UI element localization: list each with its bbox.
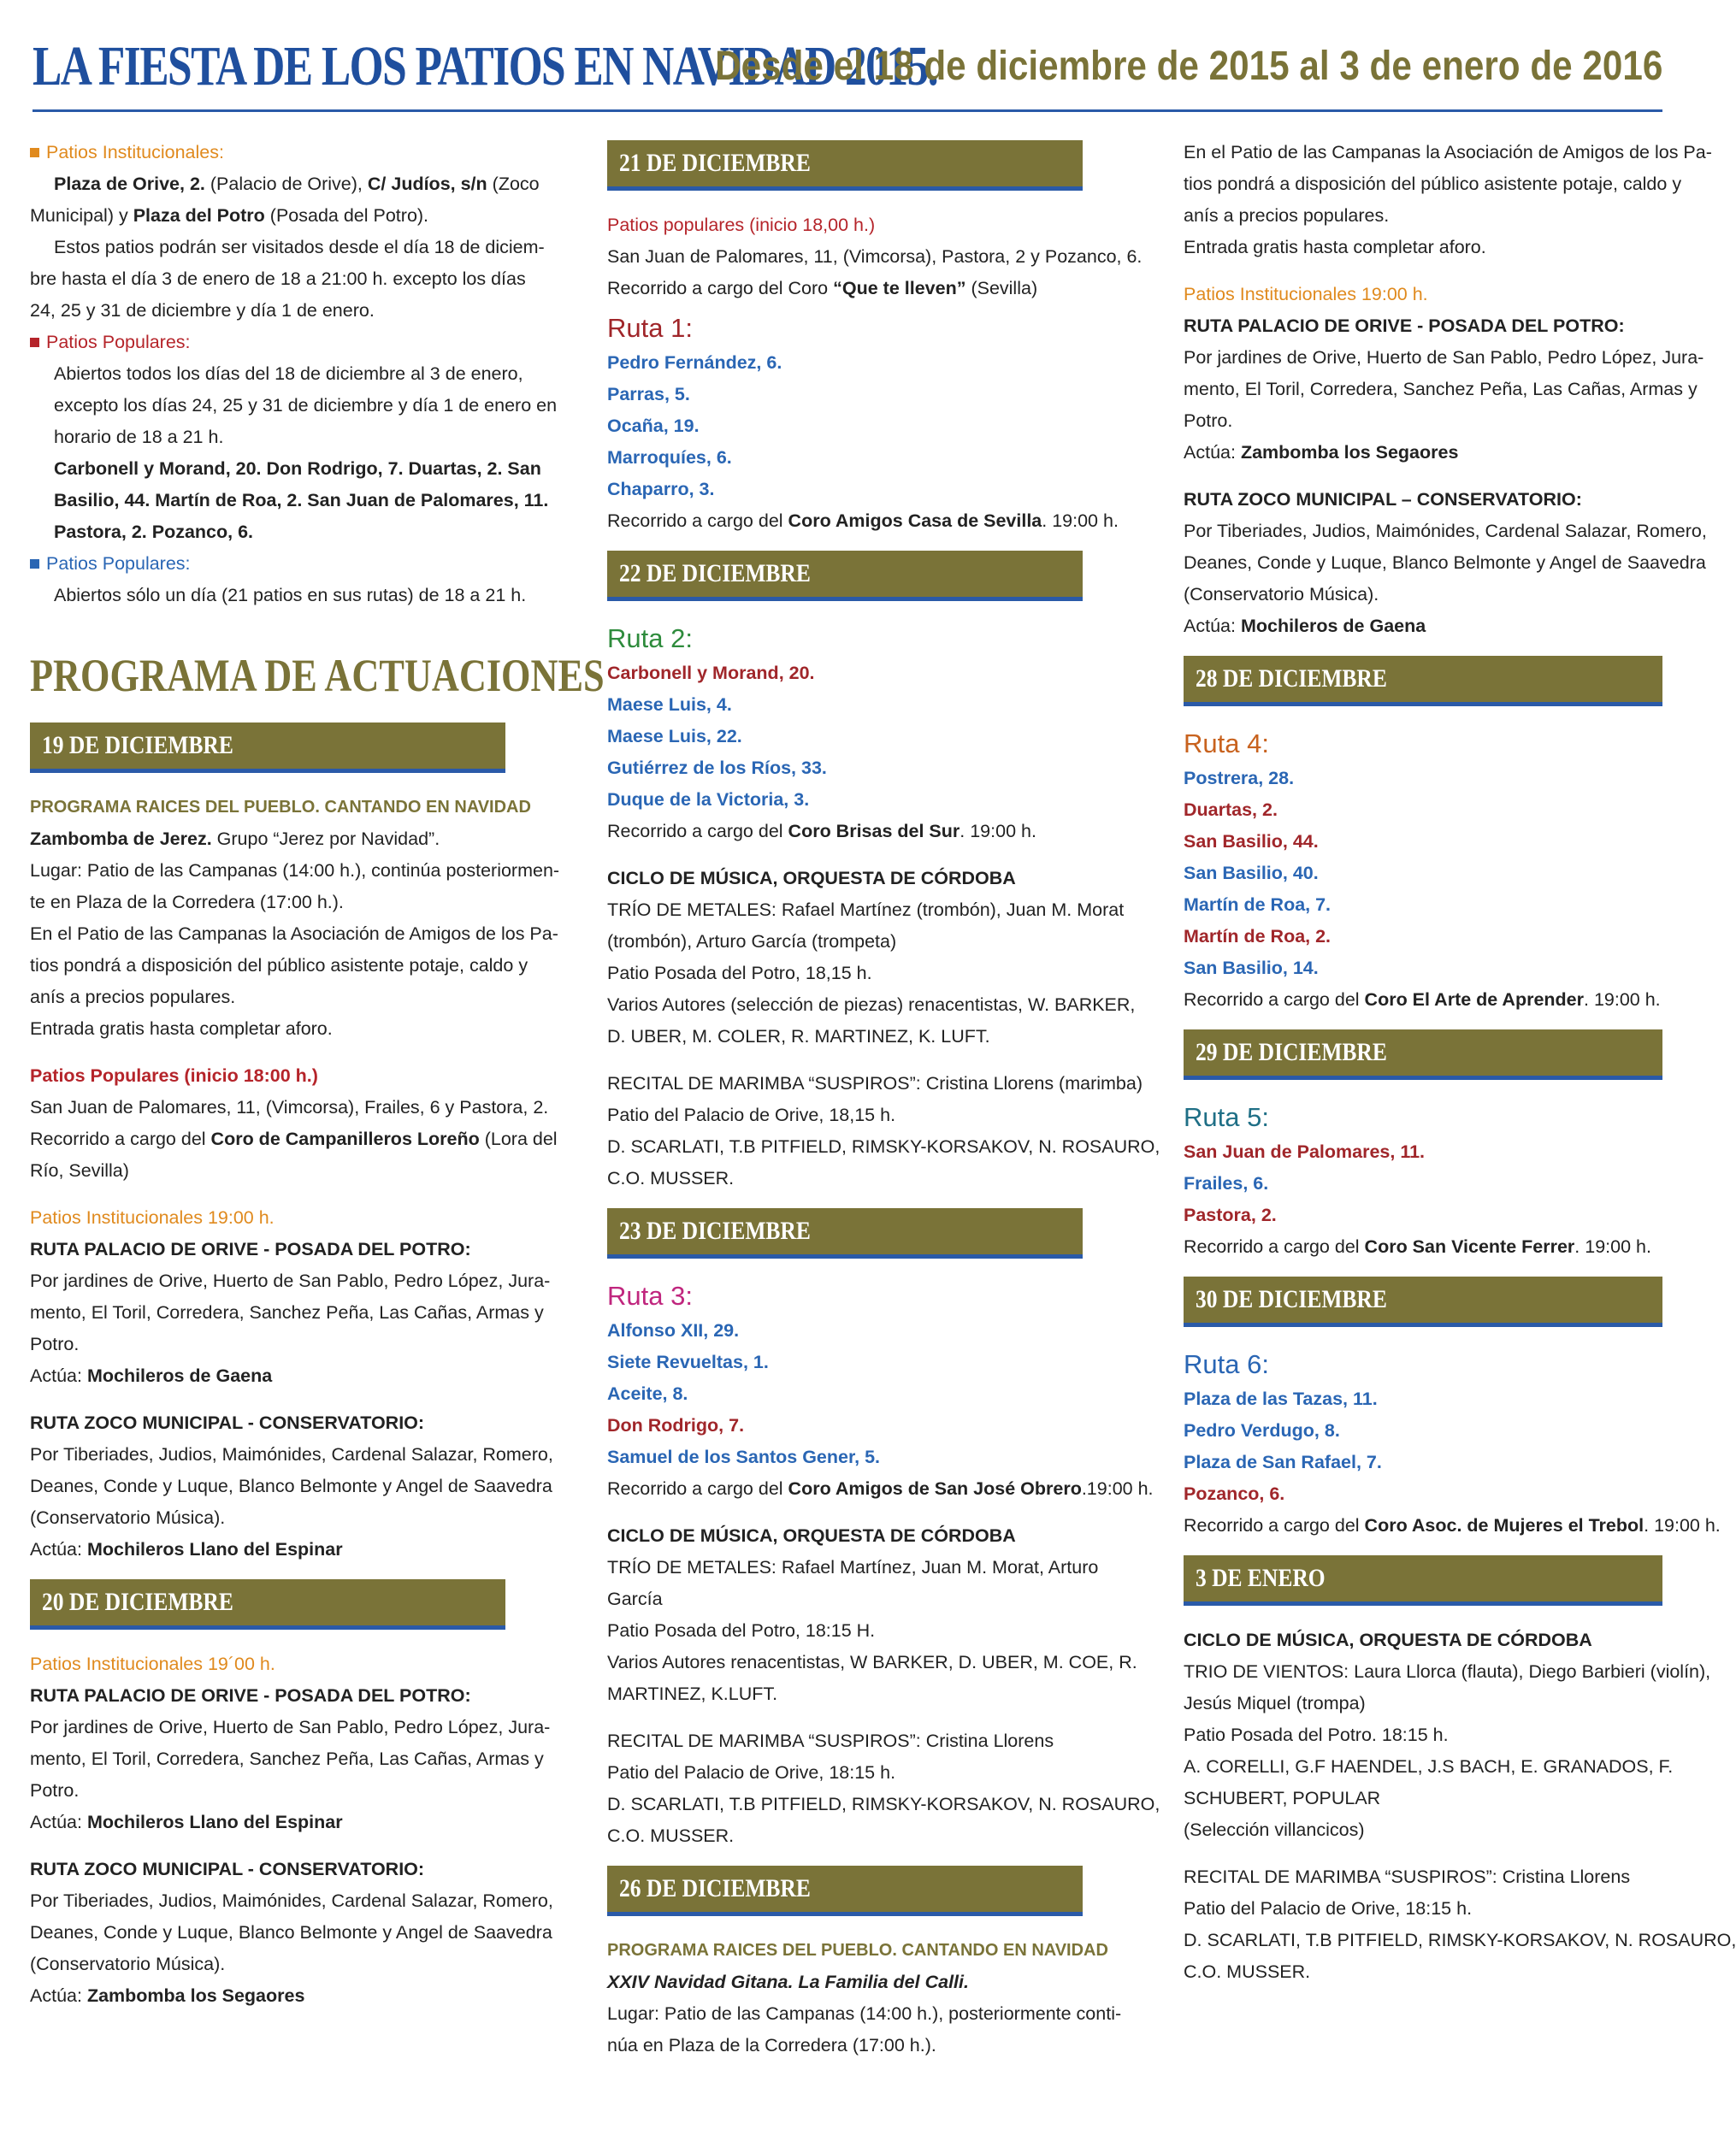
text-line: Patio Posada del Potro, 18:15 H.: [607, 1620, 876, 1641]
text-line: Potro.: [30, 1334, 80, 1354]
day-header-22-dec: 22 DE DICIEMBRE: [607, 551, 1083, 601]
patio-stop: Carbonell y Morand, 20.: [607, 663, 815, 683]
text-line: Patio del Palacio de Orive, 18,15 h.: [607, 1105, 896, 1125]
performer-line: Actúa: Zambomba los Segaores: [1184, 442, 1459, 463]
text-line: Por Tiberiades, Judios, Maimónides, Cardenal Salazar, Romero,: [1184, 521, 1707, 541]
performer-line: Actúa: Mochileros de Gaena: [1184, 616, 1426, 636]
patio-stop: Gutiérrez de los Ríos, 33.: [607, 758, 827, 778]
text-line: Recorrido a cargo del Coro de Campanilleros Loreño (Lora del: [30, 1129, 558, 1149]
text-line: TRIO DE VIENTOS: Laura Llorca (flauta), Diego Barbieri (violín),: [1184, 1661, 1711, 1682]
day-header-28-dec: 28 DE DICIEMBRE: [1184, 656, 1662, 706]
route-title: RUTA ZOCO MUNICIPAL - CONSERVATORIO:: [30, 1859, 425, 1879]
patio-stop: San Juan de Palomares, 11.: [1184, 1141, 1426, 1162]
choir-line: Recorrido a cargo del Coro Asoc. de Mujeres el Trebol. 19:00 h.: [1184, 1515, 1721, 1536]
route-title: RUTA ZOCO MUNICIPAL – CONSERVATORIO:: [1184, 489, 1582, 510]
text-line: Lugar: Patio de las Campanas (14:00 h.), continúa posteriormen-: [30, 860, 560, 881]
text-line: C.O. MUSSER.: [1184, 1961, 1311, 1982]
patio-stop: Martín de Roa, 2.: [1184, 926, 1332, 947]
patio-stop: Plaza de las Tazas, 11.: [1184, 1389, 1378, 1409]
patio-stop: Siete Revueltas, 1.: [607, 1352, 769, 1372]
text-line: Por jardines de Orive, Huerto de San Pablo, Pedro López, Jura-: [1184, 347, 1704, 368]
text-line: anís a precios populares.: [1184, 205, 1390, 226]
text-line: (Conservatorio Música).: [30, 1507, 226, 1528]
text-line: (trombón), Arturo García (trompeta): [607, 931, 897, 952]
route-title: RUTA PALACIO DE ORIVE - POSADA DEL POTRO:: [1184, 316, 1625, 336]
day-header-21-dec: 21 DE DICIEMBRE: [607, 140, 1083, 191]
text-line: Por jardines de Orive, Huerto de San Pablo, Pedro López, Jura-: [30, 1271, 551, 1291]
patio-stop: Duque de la Victoria, 3.: [607, 789, 810, 810]
text-line: García: [607, 1589, 663, 1609]
choir-line: Recorrido a cargo del Coro San Vicente Ferrer. 19:00 h.: [1184, 1236, 1651, 1257]
text-line: Potro.: [1184, 410, 1233, 431]
route-heading: Ruta 3:: [607, 1281, 693, 1311]
text-line: MARTINEZ, K.LUFT.: [607, 1684, 778, 1704]
route-heading: Ruta 6:: [1184, 1349, 1269, 1379]
text-line: SCHUBERT, POPULAR: [1184, 1788, 1381, 1808]
patio-stop: Maese Luis, 4.: [607, 694, 732, 715]
institutional-patios-label: Patios Institucionales:: [30, 137, 505, 168]
text-line: Plaza de Orive, 2. (Palacio de Orive), C/ Judíos, s/n (Zoco: [54, 174, 540, 194]
text-line: 24, 25 y 31 de diciembre y día 1 de enero.: [30, 300, 375, 321]
day-header-29-dec: 29 DE DICIEMBRE: [1184, 1029, 1662, 1080]
text-line: horario de 18 a 21 h.: [54, 427, 224, 447]
programme-name: PROGRAMA RAICES DEL PUEBLO. CANTANDO EN NAVIDAD: [607, 1941, 1108, 1960]
institutional-patios-label: Patios Institucionales 19´00 h.: [30, 1654, 275, 1674]
text-line: Deanes, Conde y Luque, Blanco Belmonte y Angel de Saavedra: [30, 1922, 552, 1943]
day-header-3-jan: 3 DE ENERO: [1184, 1555, 1662, 1606]
route-heading: Ruta 5:: [1184, 1102, 1269, 1132]
patio-stop: San Basilio, 44.: [1184, 831, 1319, 852]
text-line: Patio Posada del Potro. 18:15 h.: [1184, 1725, 1449, 1745]
text-line: tios pondrá a disposición del público asistente potaje, caldo y: [1184, 174, 1682, 194]
concert-cycle-title: CICLO DE MÚSICA, ORQUESTA DE CÓRDOBA: [607, 1525, 1016, 1546]
text-line: Deanes, Conde y Luque, Blanco Belmonte y Angel de Saavedra: [1184, 552, 1706, 573]
patio-stop: Frailes, 6.: [1184, 1173, 1269, 1194]
text-line: TRÍO DE METALES: Rafael Martínez (trombón), Juan M. Morat: [607, 899, 1125, 920]
choir-line: Recorrido a cargo del Coro Brisas del Sur. 19:00 h.: [607, 821, 1036, 841]
page-title: LA FIESTA DE LOS PATIOS EN NAVIDAD 2015.: [32, 35, 938, 97]
text-line: Entrada gratis hasta completar aforo.: [1184, 237, 1486, 257]
text-line: te en Plaza de la Corredera (17:00 h.).: [30, 892, 344, 912]
text-line: San Juan de Palomares, 11, (Vimcorsa), Frailes, 6 y Pastora, 2.: [30, 1097, 549, 1118]
patio-stop: Pozanco, 6.: [1184, 1483, 1285, 1504]
text-line: Por jardines de Orive, Huerto de San Pablo, Pedro López, Jura-: [30, 1717, 551, 1737]
patio-stop: Parras, 5.: [607, 384, 690, 404]
square-bullet-icon: [30, 148, 39, 157]
text-line: Municipal) y Plaza del Potro (Posada del Potro).: [30, 205, 429, 226]
patio-stop: San Basilio, 14.: [1184, 958, 1319, 978]
text-line: Patio del Palacio de Orive, 18:15 h.: [1184, 1898, 1473, 1919]
patio-stop: Plaza de San Rafael, 7.: [1184, 1452, 1382, 1472]
popular-patios-label: Patios Populares:: [30, 548, 505, 580]
concert-cycle-title: CICLO DE MÚSICA, ORQUESTA DE CÓRDOBA: [607, 868, 1016, 888]
square-bullet-icon: [30, 559, 39, 569]
choir-line: Recorrido a cargo del Coro Amigos Casa de Sevilla. 19:00 h.: [607, 510, 1119, 531]
text-line: mento, El Toril, Corredera, Sanchez Peña, Las Cañas, Armas y: [1184, 379, 1698, 399]
patio-stop: Martín de Roa, 7.: [1184, 894, 1332, 915]
column-3: [1184, 137, 1736, 1988]
text-line: bre hasta el día 3 de enero de 18 a 21:00 h. excepto los días: [30, 268, 526, 289]
text-line: mento, El Toril, Corredera, Sanchez Peña, Las Cañas, Armas y: [30, 1302, 544, 1323]
text-line: Carbonell y Morand, 20. Don Rodrigo, 7. Duartas, 2. San: [54, 458, 541, 479]
patio-stop: Chaparro, 3.: [607, 479, 715, 499]
text-line: D. UBER, M. COLER, R. MARTINEZ, K. LUFT.: [607, 1026, 990, 1047]
popular-patios-label: Patios Populares:: [30, 327, 505, 358]
text-line: Recorrido a cargo del Coro “Que te lleven” (Sevilla): [607, 278, 1038, 298]
text-line: Río, Sevilla): [30, 1160, 129, 1181]
institutional-patios-label: Patios Institucionales 19:00 h.: [1184, 284, 1428, 304]
column-2: [607, 137, 1160, 2061]
text-line: D. SCARLATI, T.B PITFIELD, RIMSKY-KORSAKOV, N. ROSAURO,: [1184, 1930, 1736, 1950]
page-header: [32, 32, 1662, 112]
popular-patios-label: Patios populares (inicio 18,00 h.): [607, 215, 876, 235]
patio-stop: Pedro Verdugo, 8.: [1184, 1420, 1340, 1441]
text-line: Por Tiberiades, Judios, Maimónides, Cardenal Salazar, Romero,: [30, 1444, 553, 1465]
text-line: RECITAL DE MARIMBA “SUSPIROS”: Cristina Llorens: [1184, 1867, 1631, 1887]
column-1: [30, 137, 605, 2012]
text-line: RECITAL DE MARIMBA “SUSPIROS”: Cristina Llorens: [607, 1731, 1054, 1751]
text-line: anís a precios populares.: [30, 987, 236, 1007]
text-line: tios pondrá a disposición del público asistente potaje, caldo y: [30, 955, 528, 976]
text-line: Patio Posada del Potro, 18,15 h.: [607, 963, 872, 983]
text-line: (Selección villancicos): [1184, 1820, 1365, 1840]
text-line: En el Patio de las Campanas la Asociación de Amigos de los Pa-: [1184, 142, 1712, 162]
text-line: Jesús Miquel (trompa): [1184, 1693, 1366, 1713]
day-header-20-dec: 20 DE DICIEMBRE: [30, 1579, 505, 1630]
patio-stop: Marroquíes, 6.: [607, 447, 732, 468]
patio-stop: Alfonso XII, 29.: [607, 1320, 740, 1341]
text-line: A. CORELLI, G.F HAENDEL, J.S BACH, E. GRANADOS, F.: [1184, 1756, 1674, 1777]
text-line: mento, El Toril, Corredera, Sanchez Peña, Las Cañas, Armas y: [30, 1749, 544, 1769]
performer-line: Actúa: Zambomba los Segaores: [30, 1985, 305, 2006]
text-line: Deanes, Conde y Luque, Blanco Belmonte y Angel de Saavedra: [30, 1476, 552, 1496]
text-line: C.O. MUSSER.: [607, 1825, 735, 1846]
day-header-23-dec: 23 DE DICIEMBRE: [607, 1208, 1083, 1259]
text-line: RECITAL DE MARIMBA “SUSPIROS”: Cristina Llorens (marimba): [607, 1073, 1143, 1094]
text-line: Por Tiberiades, Judios, Maimónides, Cardenal Salazar, Romero,: [30, 1890, 553, 1911]
text-line: TRÍO DE METALES: Rafael Martínez, Juan M. Morat, Arturo: [607, 1557, 1099, 1578]
programme-name: PROGRAMA RAICES DEL PUEBLO. CANTANDO EN NAVIDAD: [30, 798, 531, 817]
text-line: Entrada gratis hasta completar aforo.: [30, 1018, 333, 1039]
text-line: (Conservatorio Música).: [1184, 584, 1379, 605]
text-line: Abiertos todos los días del 18 de diciembre al 3 de enero,: [54, 363, 523, 384]
patio-stop: Ocaña, 19.: [607, 416, 700, 436]
text-line: D. SCARLATI, T.B PITFIELD, RIMSKY-KORSAKOV, N. ROSAURO,: [607, 1794, 1160, 1814]
text-line: Varios Autores renacentistas, W BARKER, D. UBER, M. COE, R.: [607, 1652, 1137, 1672]
text-line: En el Patio de las Campanas la Asociación de Amigos de los Pa-: [30, 923, 558, 944]
patio-stop: Maese Luis, 22.: [607, 726, 742, 746]
text-line: Potro.: [30, 1780, 80, 1801]
performer-line: Actúa: Mochileros Llano del Espinar: [30, 1539, 343, 1560]
day-header-30-dec: 30 DE DICIEMBRE: [1184, 1277, 1662, 1327]
day-header-26-dec: 26 DE DICIEMBRE: [607, 1866, 1083, 1916]
text-line: Estos patios podrán ser visitados desde el día 18 de diciem-: [54, 237, 545, 257]
text-line: Pastora, 2. Pozanco, 6.: [54, 522, 254, 542]
text-line: Abiertos sólo un día (21 patios en sus rutas) de 18 a 21 h.: [54, 585, 527, 605]
popular-patios-label: Patios Populares (inicio 18:00 h.): [30, 1065, 318, 1086]
text-line: Zambomba de Jerez. Grupo “Jerez por Navidad”.: [30, 829, 440, 849]
text-line: Basilio, 44. Martín de Roa, 2. San Juan de Palomares, 11.: [54, 490, 549, 510]
patio-stop: Aceite, 8.: [607, 1383, 688, 1404]
text-line: San Juan de Palomares, 11, (Vimcorsa), Pastora, 2 y Pozanco, 6.: [607, 246, 1143, 267]
route-heading: Ruta 2:: [607, 623, 693, 653]
route-heading: Ruta 1:: [607, 313, 693, 343]
patio-stop: Don Rodrigo, 7.: [607, 1415, 745, 1436]
route-title: RUTA ZOCO MUNICIPAL - CONSERVATORIO:: [30, 1413, 425, 1433]
performer-line: Actúa: Mochileros Llano del Espinar: [30, 1812, 343, 1832]
text-line: C.O. MUSSER.: [607, 1168, 735, 1188]
patio-stop: Duartas, 2.: [1184, 799, 1278, 820]
patio-stop: Pedro Fernández, 6.: [607, 352, 782, 373]
square-bullet-icon: [30, 338, 39, 347]
programme-heading: PROGRAMA DE ACTUACIONES: [30, 650, 605, 701]
text-line: XXIV Navidad Gitana. La Familia del Calli.: [607, 1972, 969, 1992]
route-title: RUTA PALACIO DE ORIVE - POSADA DEL POTRO:: [30, 1239, 471, 1259]
page-subtitle: Desde el 18 de diciembre de 2015 al 3 de enero de 2016: [714, 44, 1662, 89]
patio-stop: Pastora, 2.: [1184, 1205, 1277, 1225]
text-line: D. SCARLATI, T.B PITFIELD, RIMSKY-KORSAKOV, N. ROSAURO,: [607, 1136, 1160, 1157]
choir-line: Recorrido a cargo del Coro Amigos de San José Obrero.19:00 h.: [607, 1478, 1154, 1499]
text-line: excepto los días 24, 25 y 31 de diciembre y día 1 de enero en: [54, 395, 558, 416]
text-line: (Conservatorio Música).: [30, 1954, 226, 1974]
patio-stop: Postrera, 28.: [1184, 768, 1295, 788]
performer-line: Actúa: Mochileros de Gaena: [30, 1365, 273, 1386]
choir-line: Recorrido a cargo del Coro El Arte de Aprender. 19:00 h.: [1184, 989, 1661, 1010]
route-title: RUTA PALACIO DE ORIVE - POSADA DEL POTRO:: [30, 1685, 471, 1706]
text-line: Lugar: Patio de las Campanas (14:00 h.), posteriormente conti-: [607, 2003, 1122, 2024]
route-heading: Ruta 4:: [1184, 728, 1269, 758]
text-line: núa en Plaza de la Corredera (17:00 h.).: [607, 2035, 936, 2055]
patio-stop: San Basilio, 40.: [1184, 863, 1319, 883]
institutional-patios-label: Patios Institucionales 19:00 h.: [30, 1207, 275, 1228]
text-line: Patio del Palacio de Orive, 18:15 h.: [607, 1762, 896, 1783]
concert-cycle-title: CICLO DE MÚSICA, ORQUESTA DE CÓRDOBA: [1184, 1630, 1592, 1650]
day-header-19-dec: 19 DE DICIEMBRE: [30, 723, 505, 773]
text-line: Varios Autores (selección de piezas) renacentistas, W. BARKER,: [607, 994, 1136, 1015]
patio-stop: Samuel de los Santos Gener, 5.: [607, 1447, 881, 1467]
